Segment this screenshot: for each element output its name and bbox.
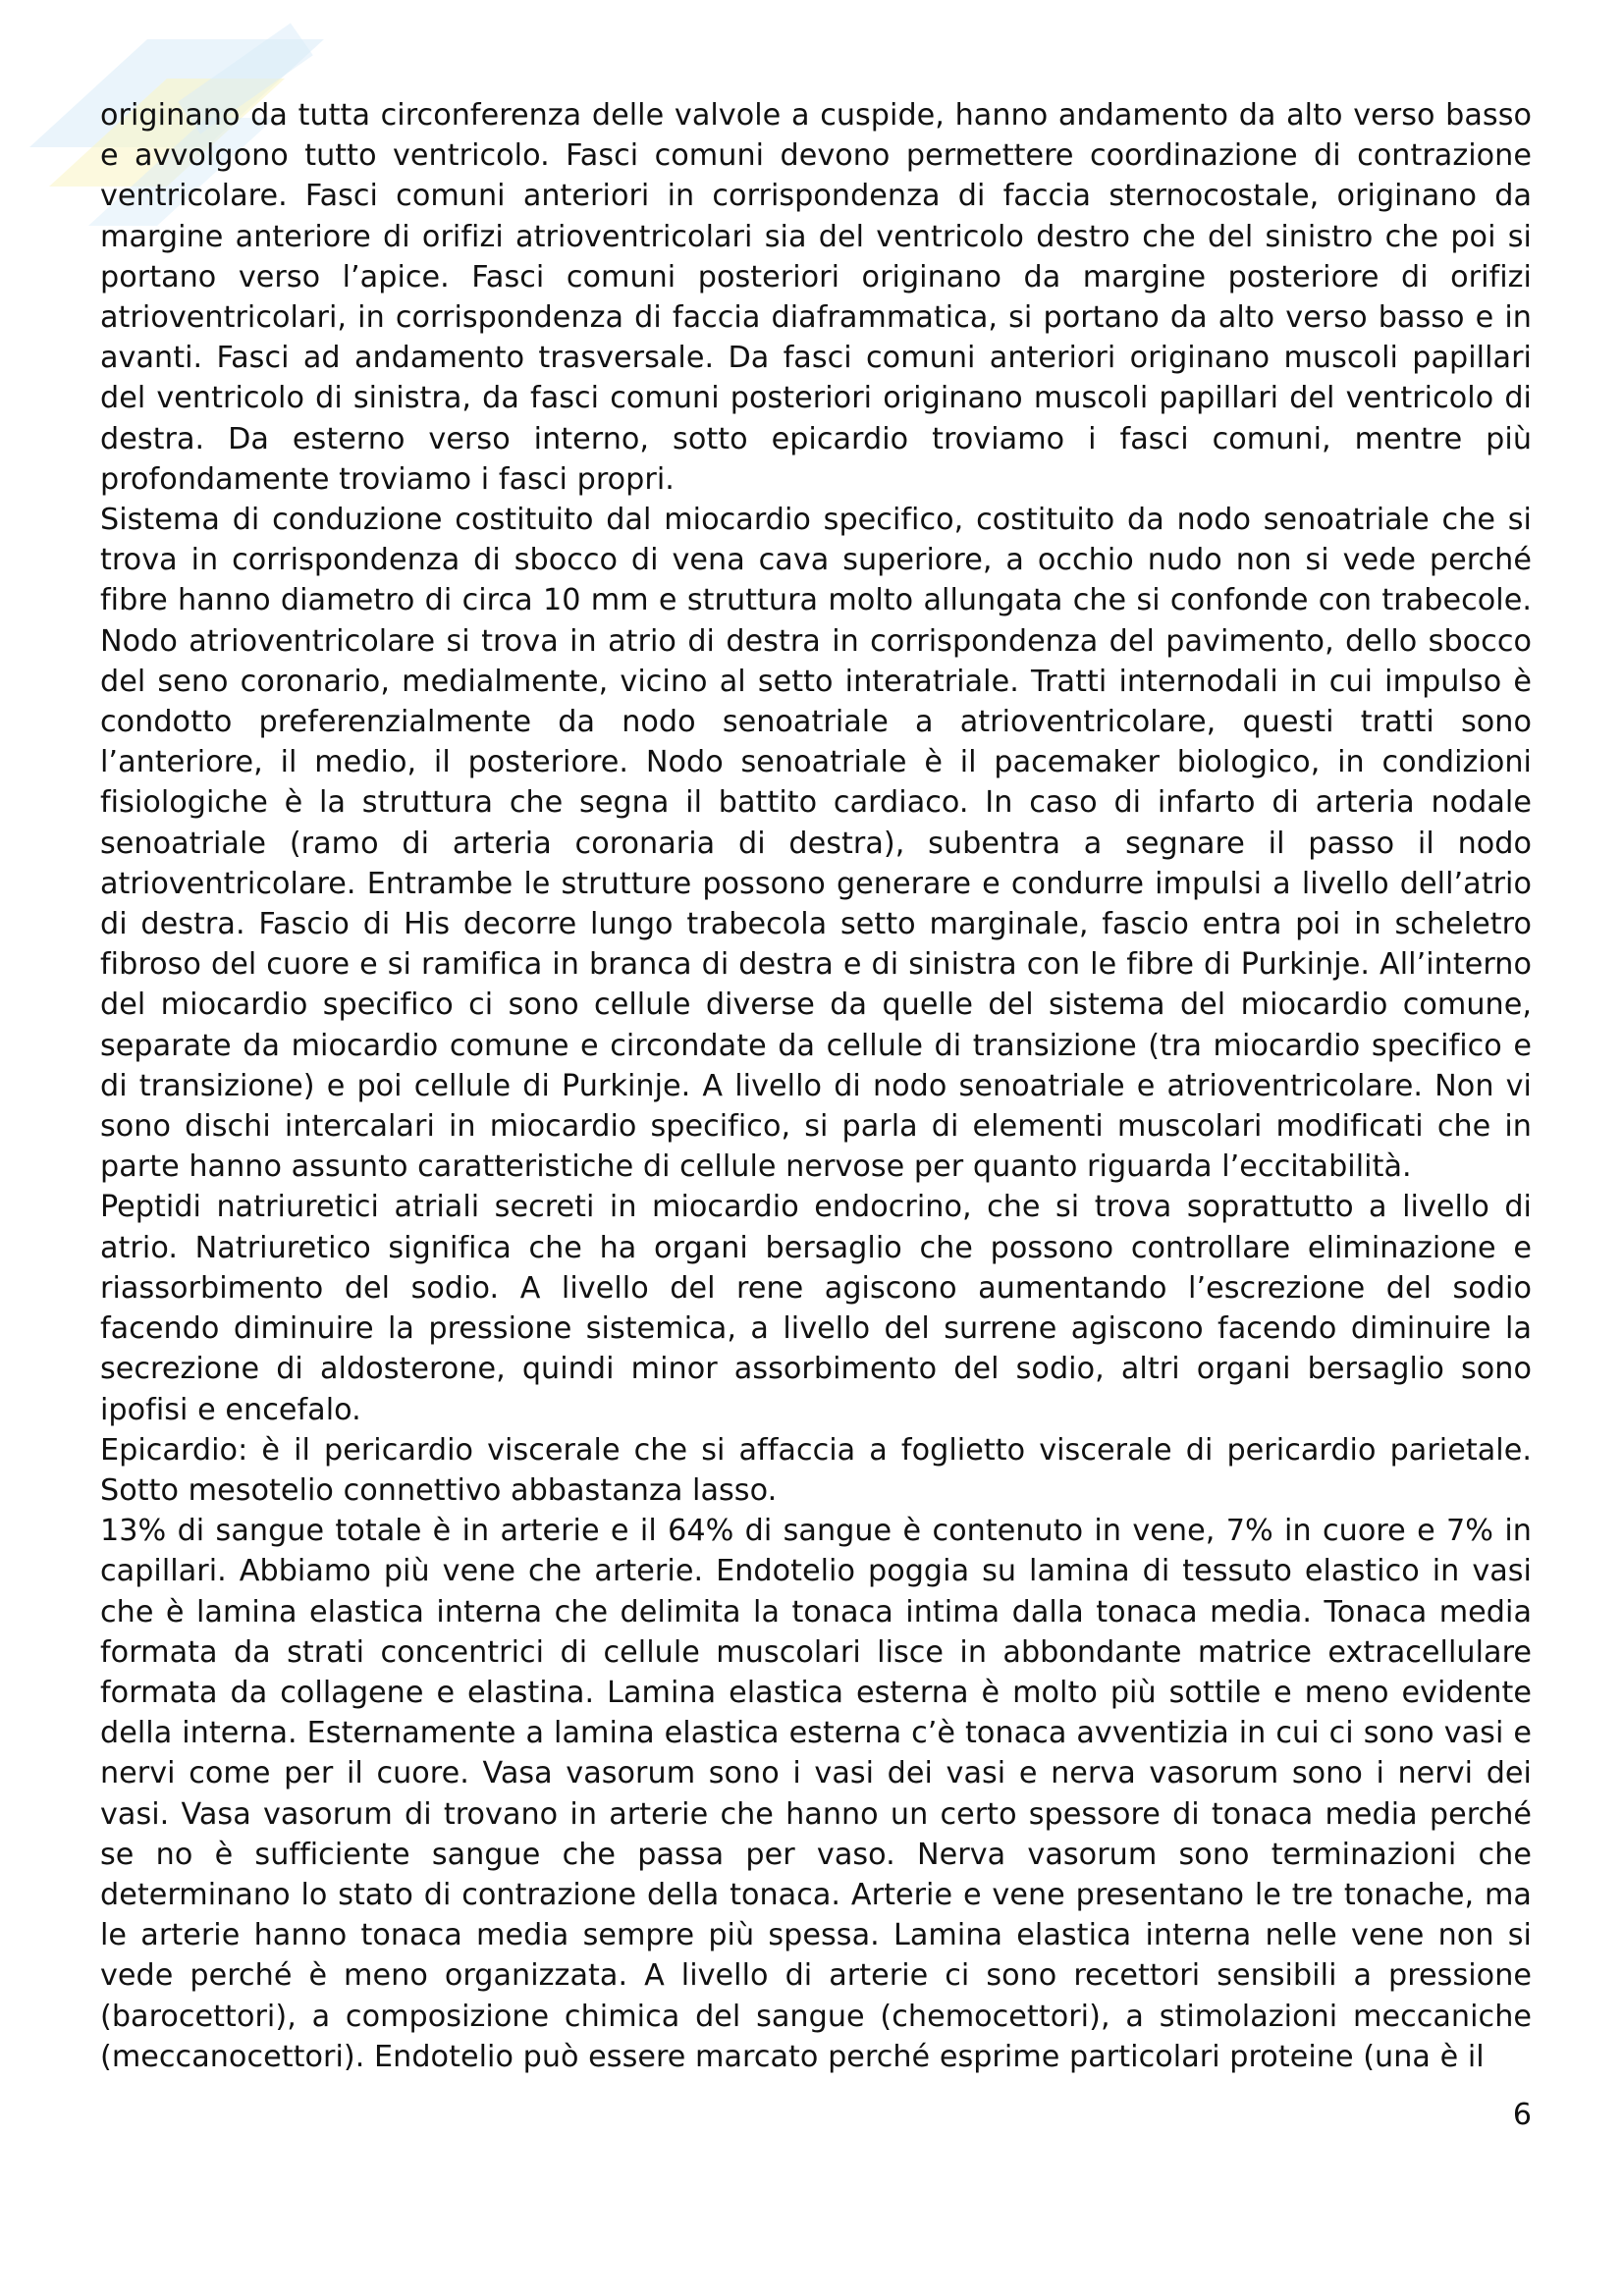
paragraph-natriuretic-peptides: Peptidi natriuretici atriali secreti in miocardio endocrino, che si trova soprattutto a livello di atrio. Natriuretico significa che ha organi bersaglio che possono controllare eliminazione e riassorbimento del sodio. A livello del rene agiscono aumentando l’escrezione del sodio facendo diminuire la pressione sistemica, a livello del surrene agiscono facendo diminuire la secrezione di aldosterone, quindi minor assorbimento del sodio, altri organi bersaglio sono ipofisi e encefalo. bbox=[100, 1190, 1532, 1427]
page-number: 6 bbox=[1512, 2098, 1532, 2132]
paragraph-muscle-fibers: originano da tutta circonferenza delle valvole a cuspide, hanno andamento da alto verso basso e avvolgono tutto ventricolo. Fasci comuni devono permettere coordinazione di contrazione ventricolare. Fasci comuni anteriori in corrispondenza di faccia sternocostale, originano da margine anteriore di orifizi atrioventricolari sia del ventricolo destro che del sinistro che poi si portano verso l’apice. Fasci comuni posteriori originano da margine posteriore di orifizi atrioventricolari, in corrispondenza di faccia diaframmatica, si portano da alto verso basso e in avanti. Fasci ad andamento trasversale. Da fasci comuni anteriori originano muscoli papillari del ventricolo di sinistra, da fasci comuni posteriori originano muscoli papillari del ventricolo di destra. Da esterno verso interno, sotto epicardio troviamo i fasci comuni, mentre più profondamente troviamo i fasci propri. bbox=[100, 98, 1532, 497]
paragraph-conduction-system: Sistema di conduzione costituito dal miocardio specifico, costituito da nodo senoatriale che si trova in corrispondenza di sbocco di vena cava superiore, a occhio nudo non si vede perché fibre hanno diametro di circa 10 mm e struttura molto allungata che si confonde con trabecole. Nodo atrioventricolare si trova in atrio di destra in corrispondenza del pavimento, dello sbocco del seno coronario, medialmente, vicino al setto interatriale. Tratti internodali in cui impulso è condotto preferenzialmente da nodo senoatriale a atrioventricolare, questi tratti sono l’anteriore, il medio, il posteriore. Nodo senoatriale è il pacemaker biologico, in condizioni fisiologiche è la struttura che segna il battito cardiaco. In caso di infarto di arteria nodale senoatriale (ramo di arteria coronaria di destra), subentra a segnare il passo il nodo atrioventricolare. Entrambe le strutture possono generare e condurre impulsi a livello dell’atrio di destra. Fascio di His decorre lungo trabecola setto marginale, fascio entra poi in scheletro fibroso del cuore e si ramifica in branca di destra e di sinistra con le fibre di Purkinje. All’interno del miocardio specifico ci sono cellule diverse da quelle del sistema del miocardio comune, separate da miocardio comune e circondate da cellule di transizione (tra miocardio specifico e di transizione) e poi cellule di Purkinje. A livello di nodo senoatriale e atrioventricolare. Non vi sono dischi intercalari in miocardio specifico, si parla di elementi muscolari modificati che in parte hanno assunto caratteristiche di cellule nervose per quanto riguarda l’eccitabilità. bbox=[100, 503, 1532, 1185]
paragraph-blood-vessels: 13% di sangue totale è in arterie e il 64% di sangue è contenuto in vene, 7% in cuore e 7% in capillari. Abbiamo più vene che arterie. Endotelio poggia su lamina di tessuto elastico in vasi che è lamina elastica interna che delimita la tonaca intima dalla tonaca media. Tonaca media formata da strati concentrici di cellule muscolari lisce in abbondante matrice extracellulare formata da collagene e elastina. Lamina elastica esterna è molto più sottile e meno evidente della interna. Esternamente a lamina elastica esterna c’è tonaca avventizia in cui ci sono vasi e nervi come per il cuore. Vasa vasorum sono i vasi dei vasi e nerva vasorum sono i nervi dei vasi. Vasa vasorum di trovano in arterie che hanno un certo spessore di tonaca media perché se no è sufficiente sangue che passa per vaso. Nerva vasorum sono terminazioni che determinano lo stato di contrazione della tonaca. Arterie e vene presentano le tre tonache, ma le arterie hanno tonaca media sempre più spessa. Lamina elastica interna nelle vene non si vede perché è meno organizzata. A livello di arterie ci sono recettori sensibili a pressione (barocettori), a composizione chimica del sangue (chemocettori), a stimolazioni meccaniche (meccanocettori). Endotelio può essere marcato perché esprime particolari proteine (una è il bbox=[100, 1514, 1532, 2074]
document-body bbox=[100, 95, 1532, 2077]
paragraph-epicardium: Epicardio: è il pericardio viscerale che si affaccia a foglietto viscerale di pericardio parietale. Sotto mesotelio connettivo abbastanza lasso. bbox=[100, 1432, 1532, 1508]
